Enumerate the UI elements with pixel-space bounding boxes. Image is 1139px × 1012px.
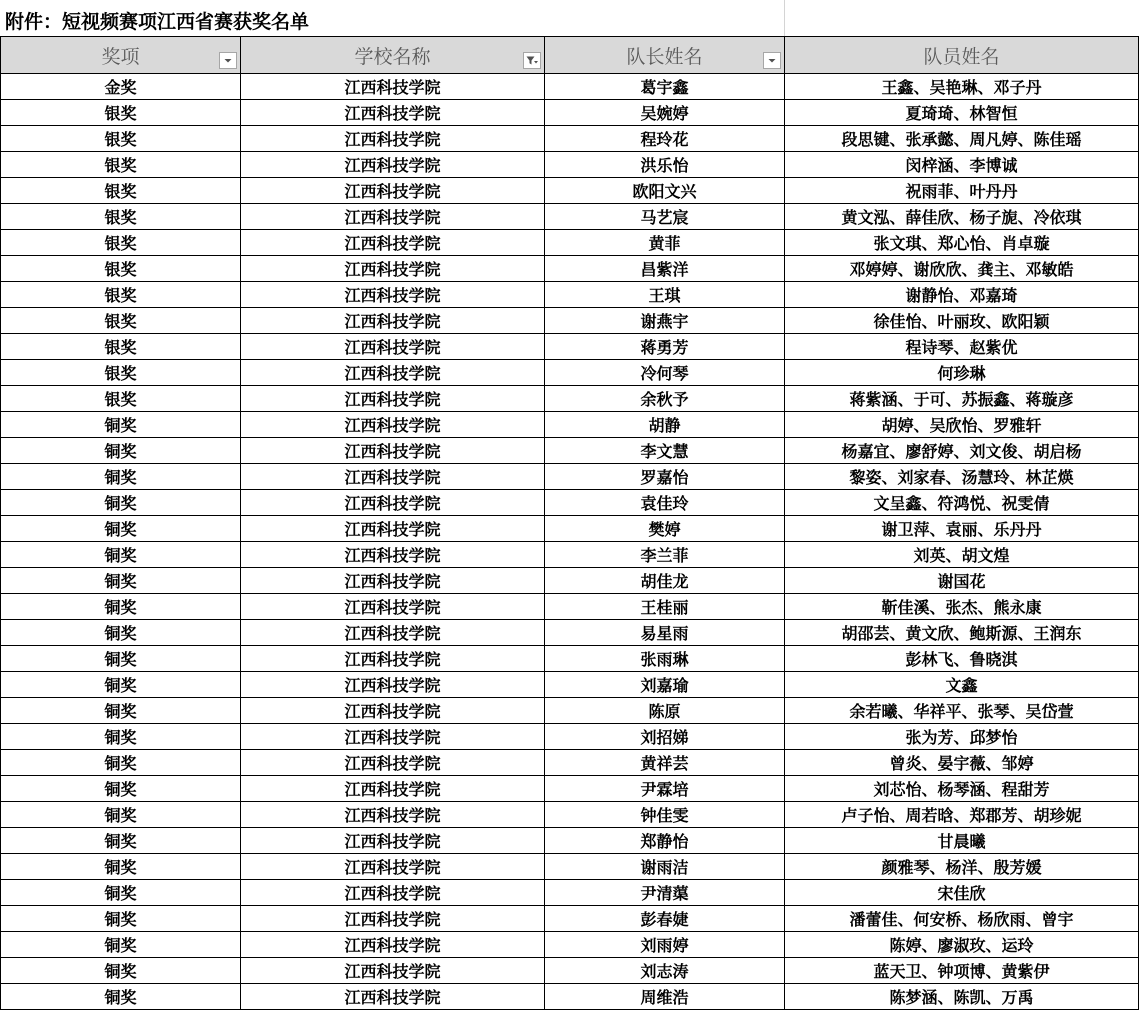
cell-award[interactable]: 铜奖 — [1, 932, 241, 958]
table-row — [1, 100, 1139, 126]
cell-school[interactable]: 江西科技学院 — [241, 620, 545, 646]
cell-award[interactable]: 金奖 — [1, 74, 241, 100]
cell-school[interactable]: 江西科技学院 — [241, 568, 545, 594]
cell-members[interactable]: 余若曦、华祥平、张琴、吴岱萱 — [785, 698, 1139, 724]
cell-members[interactable]: 靳佳溪、张杰、熊永康 — [785, 594, 1139, 620]
cell-members[interactable]: 程诗琴、赵紫优 — [785, 334, 1139, 360]
cell-award[interactable]: 铜奖 — [1, 646, 241, 672]
cell-captain[interactable]: 李文慧 — [545, 438, 785, 464]
cell-members[interactable]: 陈梦涵、陈凯、万禹 — [785, 984, 1139, 1010]
cell-school[interactable]: 江西科技学院 — [241, 542, 545, 568]
cell-award[interactable]: 铜奖 — [1, 776, 241, 802]
cell-award[interactable]: 铜奖 — [1, 854, 241, 880]
cell-captain[interactable]: 胡佳龙 — [545, 568, 785, 594]
cell-captain[interactable]: 袁佳玲 — [545, 490, 785, 516]
cell-school[interactable]: 江西科技学院 — [241, 646, 545, 672]
cell-school[interactable]: 江西科技学院 — [241, 880, 545, 906]
cell-award[interactable]: 铜奖 — [1, 880, 241, 906]
cell-school[interactable]: 江西科技学院 — [241, 178, 545, 204]
cell-award[interactable]: 铜奖 — [1, 594, 241, 620]
cell-school[interactable]: 江西科技学院 — [241, 152, 545, 178]
cell-members[interactable]: 徐佳怡、叶丽玫、欧阳颖 — [785, 308, 1139, 334]
cell-school[interactable]: 江西科技学院 — [241, 698, 545, 724]
table-row — [1, 906, 1139, 932]
cell-school[interactable]: 江西科技学院 — [241, 828, 545, 854]
cell-award[interactable]: 铜奖 — [1, 620, 241, 646]
column-header-label: 学校名称 — [354, 45, 431, 68]
filter-active-button[interactable] — [523, 52, 541, 69]
column-header-label: 队员姓名 — [923, 45, 1000, 68]
filter-dropdown-button[interactable] — [219, 52, 237, 69]
cell-award[interactable]: 银奖 — [1, 360, 241, 386]
cell-captain[interactable]: 王琪 — [545, 282, 785, 308]
page-title: 附件：短视频赛项江西省赛获奖名单 — [5, 11, 310, 33]
table-row — [1, 438, 1139, 464]
table-row — [1, 178, 1139, 204]
cell-school[interactable]: 江西科技学院 — [241, 282, 545, 308]
cell-captain[interactable]: 刘招娣 — [545, 724, 785, 750]
cell-school[interactable]: 江西科技学院 — [241, 360, 545, 386]
table-body — [1, 74, 1139, 1010]
cell-award[interactable]: 银奖 — [1, 126, 241, 152]
cell-award[interactable]: 铜奖 — [1, 958, 241, 984]
cell-members[interactable]: 潘蕾佳、何安桥、杨欣雨、曾宇 — [785, 906, 1139, 932]
cell-award[interactable]: 铜奖 — [1, 542, 241, 568]
table-row — [1, 620, 1139, 646]
cell-members[interactable]: 甘晨曦 — [785, 828, 1139, 854]
table-row — [1, 542, 1139, 568]
table-row — [1, 74, 1139, 100]
cell-school[interactable]: 江西科技学院 — [241, 74, 545, 100]
table-row — [1, 126, 1139, 152]
cell-school[interactable]: 江西科技学院 — [241, 334, 545, 360]
cell-members[interactable]: 蒋紫涵、于可、苏振鑫、蒋璇彦 — [785, 386, 1139, 412]
column-header-label: 奖项 — [101, 45, 140, 68]
cell-members[interactable]: 文鑫 — [785, 672, 1139, 698]
cell-members[interactable]: 何珍琳 — [785, 360, 1139, 386]
cell-award[interactable]: 铜奖 — [1, 412, 241, 438]
cell-award[interactable]: 银奖 — [1, 282, 241, 308]
cell-captain[interactable]: 刘志涛 — [545, 958, 785, 984]
cell-captain[interactable]: 昌紫洋 — [545, 256, 785, 282]
table-row — [1, 230, 1139, 256]
award-table — [0, 36, 1139, 1010]
cell-members[interactable]: 陈婷、廖淑玫、运玲 — [785, 932, 1139, 958]
cell-captain[interactable]: 周维浩 — [545, 984, 785, 1010]
cell-captain[interactable]: 冷何琴 — [545, 360, 785, 386]
table-row — [1, 854, 1139, 880]
cell-school[interactable]: 江西科技学院 — [241, 126, 545, 152]
cell-school[interactable]: 江西科技学院 — [241, 724, 545, 750]
table-row — [1, 750, 1139, 776]
cell-captain[interactable]: 蒋勇芳 — [545, 334, 785, 360]
cell-award[interactable]: 铜奖 — [1, 490, 241, 516]
cell-captain[interactable]: 马艺宸 — [545, 204, 785, 230]
cell-members[interactable]: 刘芯怡、杨琴涵、程甜芳 — [785, 776, 1139, 802]
cell-award[interactable]: 铜奖 — [1, 672, 241, 698]
cell-members[interactable]: 谢卫萍、袁丽、乐丹丹 — [785, 516, 1139, 542]
cell-school[interactable]: 江西科技学院 — [241, 906, 545, 932]
table-row — [1, 776, 1139, 802]
cell-award[interactable]: 铜奖 — [1, 750, 241, 776]
cell-captain[interactable]: 李兰菲 — [545, 542, 785, 568]
table-row — [1, 386, 1139, 412]
cell-members[interactable]: 祝雨菲、叶丹丹 — [785, 178, 1139, 204]
table-row — [1, 334, 1139, 360]
cell-captain[interactable]: 刘嘉瑜 — [545, 672, 785, 698]
table-row — [1, 828, 1139, 854]
cell-school[interactable]: 江西科技学院 — [241, 750, 545, 776]
cell-award[interactable]: 铜奖 — [1, 802, 241, 828]
header-row — [1, 37, 1139, 74]
table-row — [1, 880, 1139, 906]
cell-captain[interactable]: 刘雨婷 — [545, 932, 785, 958]
cell-members[interactable]: 宋佳欣 — [785, 880, 1139, 906]
cell-members[interactable]: 黎姿、刘家春、汤慧玲、林芷煐 — [785, 464, 1139, 490]
cell-award[interactable]: 银奖 — [1, 386, 241, 412]
cell-school[interactable]: 江西科技学院 — [241, 438, 545, 464]
table-row — [1, 152, 1139, 178]
filter-dropdown-button[interactable] — [763, 52, 781, 69]
cell-school[interactable]: 江西科技学院 — [241, 672, 545, 698]
cell-captain[interactable]: 黄祥芸 — [545, 750, 785, 776]
cell-captain[interactable]: 欧阳文兴 — [545, 178, 785, 204]
chevron-down-icon — [764, 53, 780, 68]
cell-captain[interactable]: 胡静 — [545, 412, 785, 438]
cell-award[interactable]: 铜奖 — [1, 906, 241, 932]
cell-captain[interactable]: 易星雨 — [545, 620, 785, 646]
table-row — [1, 984, 1139, 1010]
column-header-award[interactable] — [1, 37, 241, 74]
cell-award[interactable]: 铜奖 — [1, 568, 241, 594]
cell-members[interactable]: 张文琪、郑心怡、肖卓璇 — [785, 230, 1139, 256]
table-row — [1, 724, 1139, 750]
table-row — [1, 594, 1139, 620]
cell-award[interactable]: 银奖 — [1, 152, 241, 178]
cell-members[interactable]: 卢子怡、周若晗、郑郡芳、胡珍妮 — [785, 802, 1139, 828]
cell-captain[interactable]: 彭春婕 — [545, 906, 785, 932]
cell-members[interactable]: 夏琦琦、林智恒 — [785, 100, 1139, 126]
cell-captain[interactable]: 余秋予 — [545, 386, 785, 412]
cell-school[interactable]: 江西科技学院 — [241, 308, 545, 334]
cell-school[interactable]: 江西科技学院 — [241, 516, 545, 542]
cell-captain[interactable]: 洪乐怡 — [545, 152, 785, 178]
cell-members[interactable]: 黄文泓、薛佳欣、杨子旎、冷依琪 — [785, 204, 1139, 230]
cell-members[interactable]: 王鑫、吴艳琳、邓子丹 — [785, 74, 1139, 100]
table-row — [1, 646, 1139, 672]
cell-captain[interactable]: 葛宇鑫 — [545, 74, 785, 100]
table-row — [1, 568, 1139, 594]
cell-award[interactable]: 银奖 — [1, 100, 241, 126]
cell-award[interactable]: 银奖 — [1, 204, 241, 230]
cell-school[interactable]: 江西科技学院 — [241, 802, 545, 828]
table-row — [1, 464, 1139, 490]
cell-members[interactable]: 彭林飞、鲁晓淇 — [785, 646, 1139, 672]
gridline — [784, 0, 785, 36]
cell-captain[interactable]: 郑静怡 — [545, 828, 785, 854]
cell-members[interactable]: 颜雅琴、杨洋、殷芳媛 — [785, 854, 1139, 880]
cell-school[interactable]: 江西科技学院 — [241, 984, 545, 1010]
table-row — [1, 412, 1139, 438]
cell-award[interactable]: 铜奖 — [1, 828, 241, 854]
title-bar — [0, 0, 1139, 36]
cell-award[interactable]: 银奖 — [1, 308, 241, 334]
column-header-label: 队长姓名 — [626, 45, 703, 68]
table-row — [1, 256, 1139, 282]
cell-award[interactable]: 铜奖 — [1, 724, 241, 750]
cell-award[interactable]: 铜奖 — [1, 438, 241, 464]
cell-members[interactable]: 胡邵芸、黄文欣、鲍斯源、王润东 — [785, 620, 1139, 646]
cell-members[interactable]: 谢静怡、邓嘉琦 — [785, 282, 1139, 308]
cell-captain[interactable]: 吴婉婷 — [545, 100, 785, 126]
cell-award[interactable]: 铜奖 — [1, 464, 241, 490]
cell-captain[interactable]: 陈原 — [545, 698, 785, 724]
table-row — [1, 698, 1139, 724]
table-row — [1, 672, 1139, 698]
cell-award[interactable]: 银奖 — [1, 178, 241, 204]
cell-school[interactable]: 江西科技学院 — [241, 100, 545, 126]
cell-school[interactable]: 江西科技学院 — [241, 594, 545, 620]
cell-members[interactable]: 曾炎、晏宇薇、邹婷 — [785, 750, 1139, 776]
filter-funnel-icon — [524, 53, 540, 68]
table-row — [1, 958, 1139, 984]
cell-school[interactable]: 江西科技学院 — [241, 932, 545, 958]
cell-school[interactable]: 江西科技学院 — [241, 386, 545, 412]
cell-captain[interactable]: 罗嘉怡 — [545, 464, 785, 490]
cell-members[interactable]: 杨嘉宜、廖舒婷、刘文俊、胡启杨 — [785, 438, 1139, 464]
cell-award[interactable]: 铜奖 — [1, 984, 241, 1010]
table-row — [1, 516, 1139, 542]
cell-captain[interactable]: 钟佳雯 — [545, 802, 785, 828]
cell-school[interactable]: 江西科技学院 — [241, 256, 545, 282]
cell-members[interactable]: 张为芳、邱梦怡 — [785, 724, 1139, 750]
cell-award[interactable]: 铜奖 — [1, 516, 241, 542]
cell-school[interactable]: 江西科技学院 — [241, 776, 545, 802]
cell-school[interactable]: 江西科技学院 — [241, 412, 545, 438]
cell-award[interactable]: 银奖 — [1, 256, 241, 282]
table-row — [1, 308, 1139, 334]
cell-school[interactable]: 江西科技学院 — [241, 958, 545, 984]
column-header-school[interactable] — [241, 37, 545, 74]
cell-members[interactable]: 闵梓涵、李博诚 — [785, 152, 1139, 178]
cell-captain[interactable]: 黄菲 — [545, 230, 785, 256]
cell-captain[interactable]: 谢雨洁 — [545, 854, 785, 880]
cell-school[interactable]: 江西科技学院 — [241, 204, 545, 230]
cell-members[interactable]: 文呈鑫、符鸿悦、祝雯倩 — [785, 490, 1139, 516]
table-row — [1, 360, 1139, 386]
cell-school[interactable]: 江西科技学院 — [241, 464, 545, 490]
cell-members[interactable]: 邓婷婷、谢欣欣、龚主、邓敏皓 — [785, 256, 1139, 282]
cell-members[interactable]: 蓝天卫、钟项博、黄紫伊 — [785, 958, 1139, 984]
cell-captain[interactable]: 尹霖培 — [545, 776, 785, 802]
cell-members[interactable]: 刘英、胡文煌 — [785, 542, 1139, 568]
cell-captain[interactable]: 谢燕宇 — [545, 308, 785, 334]
table-row — [1, 932, 1139, 958]
column-header-captain[interactable] — [545, 37, 785, 74]
table-row — [1, 282, 1139, 308]
cell-award[interactable]: 银奖 — [1, 334, 241, 360]
cell-award[interactable]: 铜奖 — [1, 698, 241, 724]
cell-school[interactable]: 江西科技学院 — [241, 490, 545, 516]
cell-members[interactable]: 段思键、张承懿、周凡婷、陈佳瑶 — [785, 126, 1139, 152]
table-row — [1, 490, 1139, 516]
cell-captain[interactable]: 王桂丽 — [545, 594, 785, 620]
cell-members[interactable]: 胡婷、吴欣怡、罗雅轩 — [785, 412, 1139, 438]
cell-school[interactable]: 江西科技学院 — [241, 854, 545, 880]
table-row — [1, 802, 1139, 828]
cell-award[interactable]: 银奖 — [1, 230, 241, 256]
cell-members[interactable]: 谢国花 — [785, 568, 1139, 594]
column-header-members[interactable] — [785, 37, 1139, 74]
cell-captain[interactable]: 程玲花 — [545, 126, 785, 152]
chevron-down-icon — [220, 53, 236, 68]
cell-captain[interactable]: 张雨琳 — [545, 646, 785, 672]
cell-captain[interactable]: 尹清蕖 — [545, 880, 785, 906]
cell-school[interactable]: 江西科技学院 — [241, 230, 545, 256]
cell-captain[interactable]: 樊婷 — [545, 516, 785, 542]
table-row — [1, 204, 1139, 230]
